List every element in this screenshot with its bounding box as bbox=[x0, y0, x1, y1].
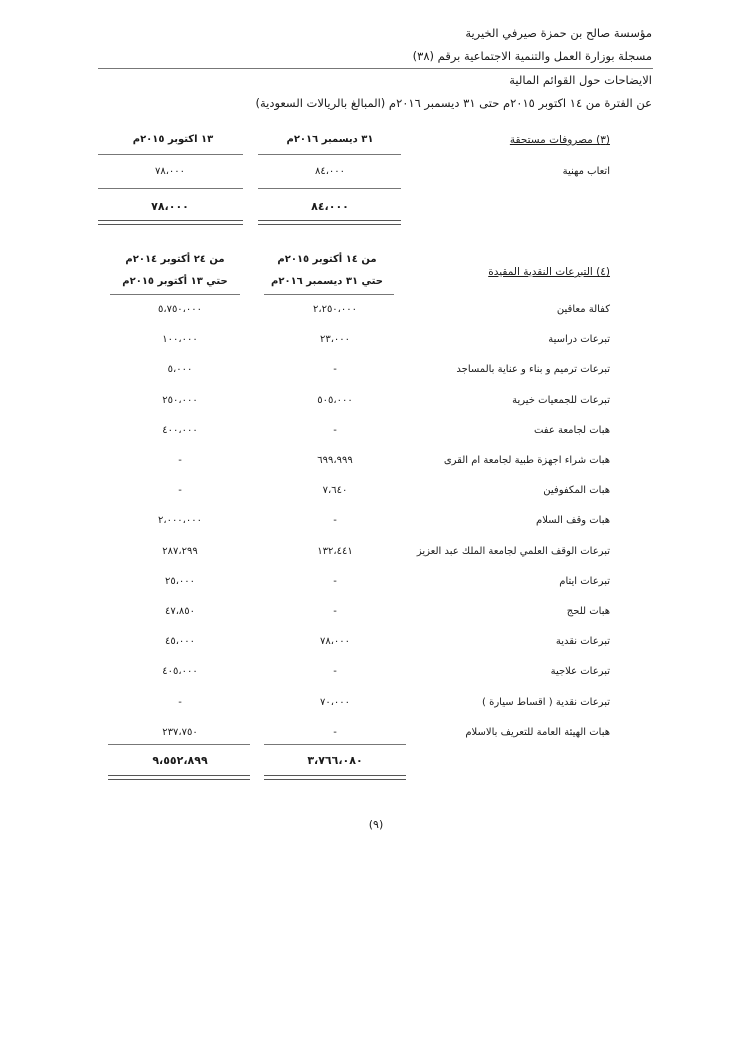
table-cell-current: ٧٠،٠٠٠ bbox=[319, 697, 351, 708]
table-cell-current: - bbox=[333, 515, 337, 526]
table-cell-current: ٨٤،٠٠٠ bbox=[314, 166, 346, 177]
table-cell-prior: ٤٥،٠٠٠ bbox=[164, 636, 196, 647]
table-cell-current: - bbox=[333, 606, 337, 617]
table-row-label: تبرعات نقدية ( اقساط سيارة ) bbox=[482, 697, 610, 708]
table-cell-prior: ٤٠٠،٠٠٠ bbox=[162, 425, 198, 436]
table-cell-prior: ٥،٠٠٠ bbox=[167, 364, 193, 375]
note4-subtotal-rule-current bbox=[264, 744, 406, 745]
table-cell-current: ٢،٢٥٠،٠٠٠ bbox=[312, 304, 358, 315]
table-cell-prior: ٧٨،٠٠٠ bbox=[154, 166, 186, 177]
table-cell-prior: - bbox=[178, 697, 182, 708]
table-row-label: هبات وقف السلام bbox=[536, 515, 610, 526]
table-row-label: تبرعات ترميم و بناء و عناية بالمساجد bbox=[456, 364, 610, 375]
note4-col-prior-header-1: من ٢٤ أكتوبر ٢٠١٤م bbox=[125, 254, 225, 265]
table-cell-prior: ٤٧،٨٥٠ bbox=[164, 606, 196, 617]
table-cell-prior: ٥،٧٥٠،٠٠٠ bbox=[157, 304, 203, 315]
report-title: الايضاحات حول القوائم المالية bbox=[509, 73, 652, 87]
table-cell-prior: ٢٥،٠٠٠ bbox=[164, 576, 196, 587]
table-cell-prior: ٢٥٠،٠٠٠ bbox=[162, 395, 198, 406]
note3-col-prior-header: ١٣ اكتوبر ٢٠١٥م bbox=[132, 134, 214, 145]
note3-total-rule-current bbox=[258, 220, 401, 225]
note4-total-prior: ٩،٥٥٢،٨٩٩ bbox=[152, 754, 208, 767]
table-row-label: هبات المكفوفين bbox=[543, 485, 610, 496]
table-cell-prior: - bbox=[178, 485, 182, 496]
period-line: عن الفترة من ١٤ اكتوبر ٢٠١٥م حتى ٣١ ديسمبر ٢٠١٦م (المبالغ بالريالات السعودية) bbox=[255, 96, 652, 110]
table-row-label: هبات للحج bbox=[566, 606, 610, 617]
note4-total-rule-current bbox=[264, 775, 406, 780]
table-cell-current: - bbox=[333, 666, 337, 677]
table-cell-current: ٥٠٥،٠٠٠ bbox=[317, 395, 353, 406]
table-row-label: تبرعات نقدية bbox=[555, 636, 610, 647]
page-number: (٩) bbox=[368, 818, 384, 831]
table-cell-prior: ٢٣٧،٧٥٠ bbox=[162, 727, 198, 738]
table-row-label: هبات شراء اجهزة طبية لجامعة ام القرى bbox=[443, 455, 610, 466]
table-cell-current: - bbox=[333, 576, 337, 587]
table-cell-current: ٦٩٩،٩٩٩ bbox=[317, 455, 353, 466]
table-cell-current: - bbox=[333, 727, 337, 738]
note3-header-rule-current bbox=[258, 154, 401, 155]
table-cell-prior: - bbox=[178, 455, 182, 466]
table-cell-prior: ٢،٠٠٠،٠٠٠ bbox=[157, 515, 203, 526]
table-cell-current: - bbox=[333, 425, 337, 436]
note4-col-current-header-2: حتي ٣١ ديسمبر ٢٠١٦م bbox=[271, 276, 383, 287]
note3-title: (٣) مصروفات مستحقة bbox=[509, 134, 610, 146]
table-row-label: تبرعات دراسية bbox=[548, 334, 610, 345]
note4-header-rule-prior bbox=[110, 294, 240, 295]
table-cell-current: ١٣٢،٤٤١ bbox=[317, 546, 353, 557]
table-cell-current: ٧،٦٤٠ bbox=[322, 485, 348, 496]
note4-subtotal-rule-prior bbox=[108, 744, 250, 745]
note4-col-current-header-1: من ١٤ أكتوبر ٢٠١٥م bbox=[277, 254, 377, 265]
table-cell-current: ٧٨،٠٠٠ bbox=[319, 636, 351, 647]
table-row-label: اتعاب مهنية bbox=[562, 166, 610, 177]
table-cell-prior: ١٠٠،٠٠٠ bbox=[162, 334, 198, 345]
note3-total-prior: ٧٨،٠٠٠ bbox=[151, 200, 189, 213]
table-row-label: تبرعات الوقف العلمي لجامعة الملك عبد العزيز bbox=[416, 546, 610, 557]
note3-subtotal-rule-prior bbox=[98, 188, 243, 189]
table-cell-current: ٢٣،٠٠٠ bbox=[319, 334, 351, 345]
table-cell-current: - bbox=[333, 364, 337, 375]
note4-total-rule-prior bbox=[108, 775, 250, 780]
note3-subtotal-rule-current bbox=[258, 188, 401, 189]
table-row-label: هبات لجامعة عفت bbox=[533, 425, 610, 436]
note4-title: (٤) التبرعات النقدية المقيدة bbox=[488, 266, 610, 278]
note3-total-rule-prior bbox=[98, 220, 243, 225]
table-row-label: تبرعات ايتام bbox=[559, 576, 610, 587]
table-row-label: تبرعات علاجية bbox=[550, 666, 610, 677]
table-row-label: هبات الهيئة العامة للتعريف بالاسلام bbox=[465, 727, 610, 738]
org-name: مؤسسة صالح بن حمزة صيرفي الخيرية bbox=[465, 26, 652, 40]
note4-header-rule-current bbox=[264, 294, 394, 295]
header-rule bbox=[98, 68, 653, 69]
table-row-label: كفالة معاقين bbox=[556, 304, 610, 315]
table-cell-prior: ٢٨٧،٢٩٩ bbox=[162, 546, 198, 557]
registration-line: مسجلة بوزارة العمل والتنمية الاجتماعية برقم (٣٨) bbox=[412, 49, 652, 63]
note3-col-current-header: ٣١ ديسمبر ٢٠١٦م bbox=[286, 134, 374, 145]
note4-total-current: ٣،٧٦٦،٠٨٠ bbox=[307, 754, 363, 767]
table-row-label: تبرعات للجمعيات خيرية bbox=[512, 395, 610, 406]
note3-header-rule-prior bbox=[98, 154, 243, 155]
note3-total-current: ٨٤،٠٠٠ bbox=[311, 200, 349, 213]
table-cell-prior: ٤٠٥،٠٠٠ bbox=[162, 666, 198, 677]
note4-col-prior-header-2: حتي ١٣ أكتوبر ٢٠١٥م bbox=[122, 276, 228, 287]
